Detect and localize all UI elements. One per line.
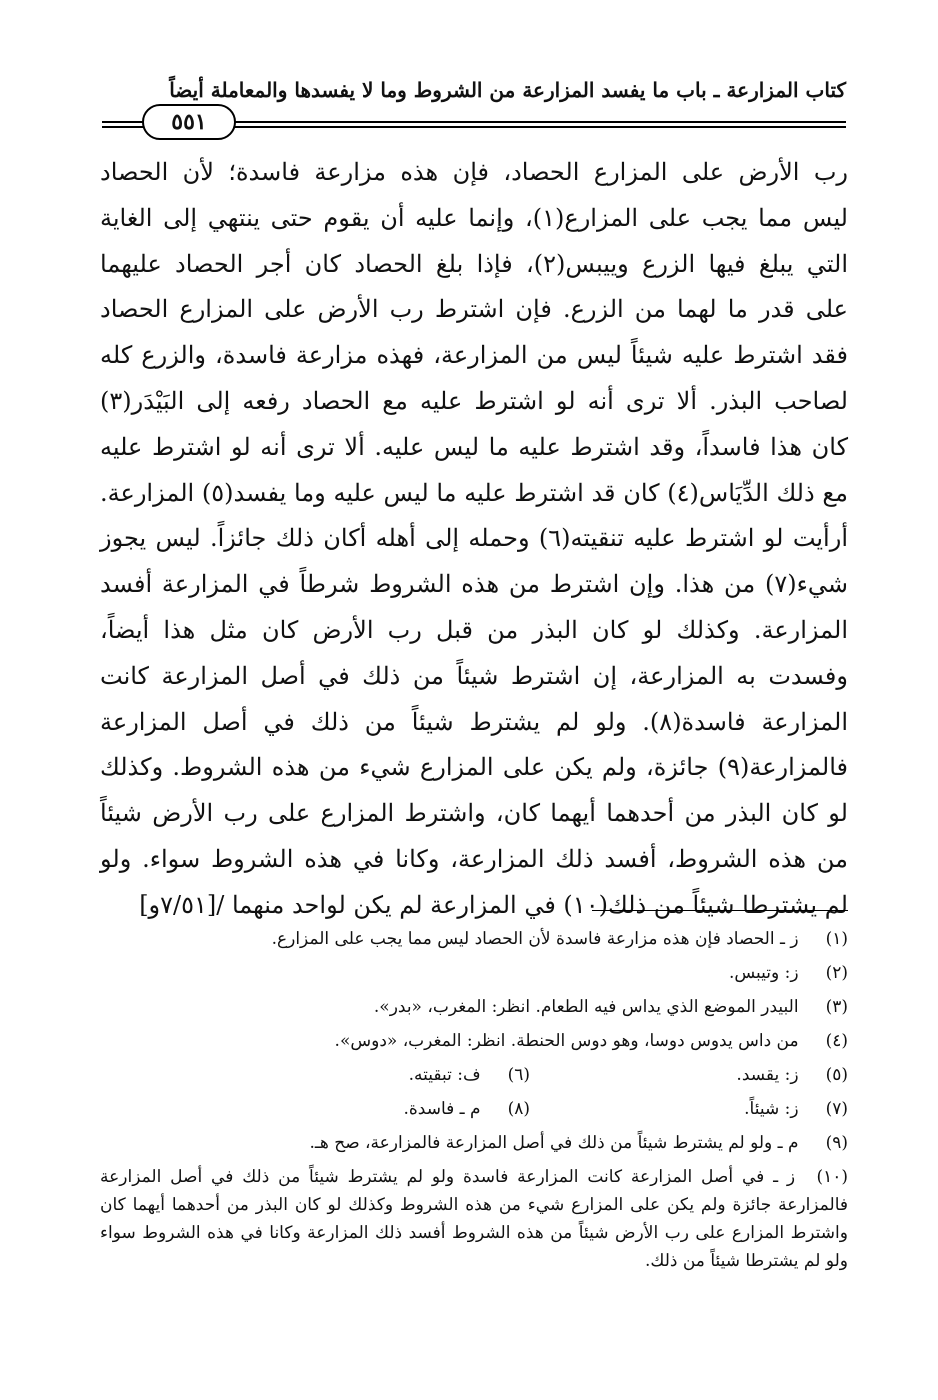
text-line: وفسدت به المزارعة، إن اشترط شيئاً من ذلك في أصل المزارعة كانت [100, 661, 848, 690]
footnote-number: (١) [825, 929, 848, 949]
footnote-5 [736, 1058, 848, 1092]
text-line: أرأيت لو اشترط عليه تنقيته(٦) وحمله إلى أهله أكان ذلك جائزاً. ليس يجوز [100, 524, 848, 553]
text-line: شيء(٧) من هذا. وإن اشترط من هذه الشروط شرطاً في المزارعة أفسد [100, 570, 848, 599]
footnote-text: ز: شيئاً. [744, 1099, 799, 1119]
footnote-7 [744, 1092, 848, 1126]
text-line: فقد اشترط عليه شيئاً ليس من المزارعة، فهذه مزارعة فاسدة، والزرع كله [100, 341, 848, 370]
footnote-text: ز: يقسد. [736, 1065, 799, 1085]
main-text [100, 150, 848, 929]
footnote-2 [100, 956, 848, 990]
footnote-separator [592, 910, 848, 911]
footnote-number: (٦) [507, 1065, 530, 1085]
footnote-number: (١٠) [816, 1167, 848, 1187]
text-line: على قدر ما لهما من الزرع. فإن اشترط رب الأرض على المزارع الحصاد [100, 295, 848, 324]
footnote-9 [100, 1126, 848, 1160]
footnote-3 [100, 990, 848, 1024]
footnote-8 [403, 1092, 530, 1126]
text-line: لو كان البذر من أحدهما أيهما كان، واشترط المزارع على رب الأرض شيئاً [100, 799, 848, 828]
footnote-text: من داس يدوس دوسا، وهو دوس الحنطة. انظر: المغرب، «دوس». [334, 1031, 799, 1051]
text-line: من هذه الشروط، أفسد ذلك المزارعة، وكانا في هذه الشروط سواء. ولو [100, 844, 848, 873]
text-line: لصاحب البذر. ألا ترى أنه لو اشترط عليه مع الحصاد رفعه إلى البَيْدَر(٣) [100, 386, 848, 415]
text-line: كان هذا فاسداً، وقد اشترط عليه ما ليس عليه. ألا ترى أنه لو اشترط عليه [100, 432, 848, 461]
footnote-text: م ـ فاسدة. [403, 1099, 481, 1119]
page-number: ٥٥١ [142, 104, 236, 140]
footnote-number: (٧) [825, 1099, 848, 1119]
footnote-text: ز: وتيبس. [728, 963, 799, 983]
footnotes [100, 922, 848, 1275]
footnote-row-7-8 [100, 1092, 848, 1126]
footnote-row-5-6 [100, 1058, 848, 1092]
text-line: فالمزارعة(٩) جائزة، ولم يكن على المزارع شيء من هذه الشروط. وكذلك [100, 753, 848, 782]
footnote-number: (٤) [825, 1031, 848, 1051]
text-line: المزارعة فاسدة(٨). ولو لم يشترط شيئاً من ذلك في أصل المزارعة [100, 707, 848, 736]
footnote-1 [100, 922, 848, 956]
footnote-number: (٨) [507, 1099, 530, 1119]
footnote-text: ز ـ في أصل المزارعة كانت المزارعة فاسدة ولو لم يشترط شيئاً من ذلك في أصل المزارعة فالمزارعة جائزة ولم يكن على المزارع شيء من هذه الشروط وكذلك لو كان البذر من أحدهما أيهما كان واشترط المزارع على رب الأرض شيئاً من هذه الشروط أفسد ذلك المزارعة وكانا في هذه الشروط سواء ولو لم يشترطا شيئاً من ذلك. [100, 1167, 848, 1271]
footnote-text: ز ـ الحصاد فإن هذه مزارعة فاسدة لأن الحصاد ليس مما يجب على المزارع. [271, 929, 799, 949]
footnote-10 [100, 1160, 848, 1275]
text-line: التي يبلغ فيها الزرع وييبس(٢)، فإذا بلغ الحصاد كان أجر الحصاد عليهما [100, 249, 848, 278]
footnote-number: (٣) [825, 997, 848, 1017]
footnote-6 [409, 1058, 530, 1092]
footnote-text: م ـ ولو لم يشترط شيئاً من ذلك في أصل المزارعة فالمزارعة، صح هـ. [309, 1133, 799, 1153]
footnote-number: (٩) [825, 1133, 848, 1153]
text-line: مع ذلك الدِّيَاس(٤) كان قد اشترط عليه ما ليس عليه وما يفسد(٥) المزارعة. [100, 478, 849, 507]
footnote-4 [100, 1024, 848, 1058]
footnote-number: (٢) [825, 963, 848, 983]
text-line: المزارعة. وكذلك لو كان البذر من قبل رب الأرض كان مثل هذا أيضاً، [100, 615, 848, 644]
text-line: ليس مما يجب على المزارع(١)، وإنما عليه أن يقوم حتى ينتهي إلى الغاية [100, 203, 848, 232]
footnote-text: البيدر الموضع الذي يداس فيه الطعام. انظر: المغرب، «بدر». [373, 997, 799, 1017]
footnote-number: (٥) [825, 1065, 848, 1085]
running-header-title: كتاب المزارعة ـ باب ما يفسد المزارعة من الشروط وما لا يفسدها والمعاملة أيضاً [169, 78, 846, 102]
footnote-text: ف: تبقيته. [408, 1065, 481, 1085]
text-line: رب الأرض على المزارع الحصاد، فإن هذه مزارعة فاسدة؛ لأن الحصاد [100, 158, 848, 186]
text-line: لم يشترطا شيئاً من ذلك(١٠) في المزارعة لم يكن لواحد منهما /[٧/٥١و] [139, 890, 848, 919]
